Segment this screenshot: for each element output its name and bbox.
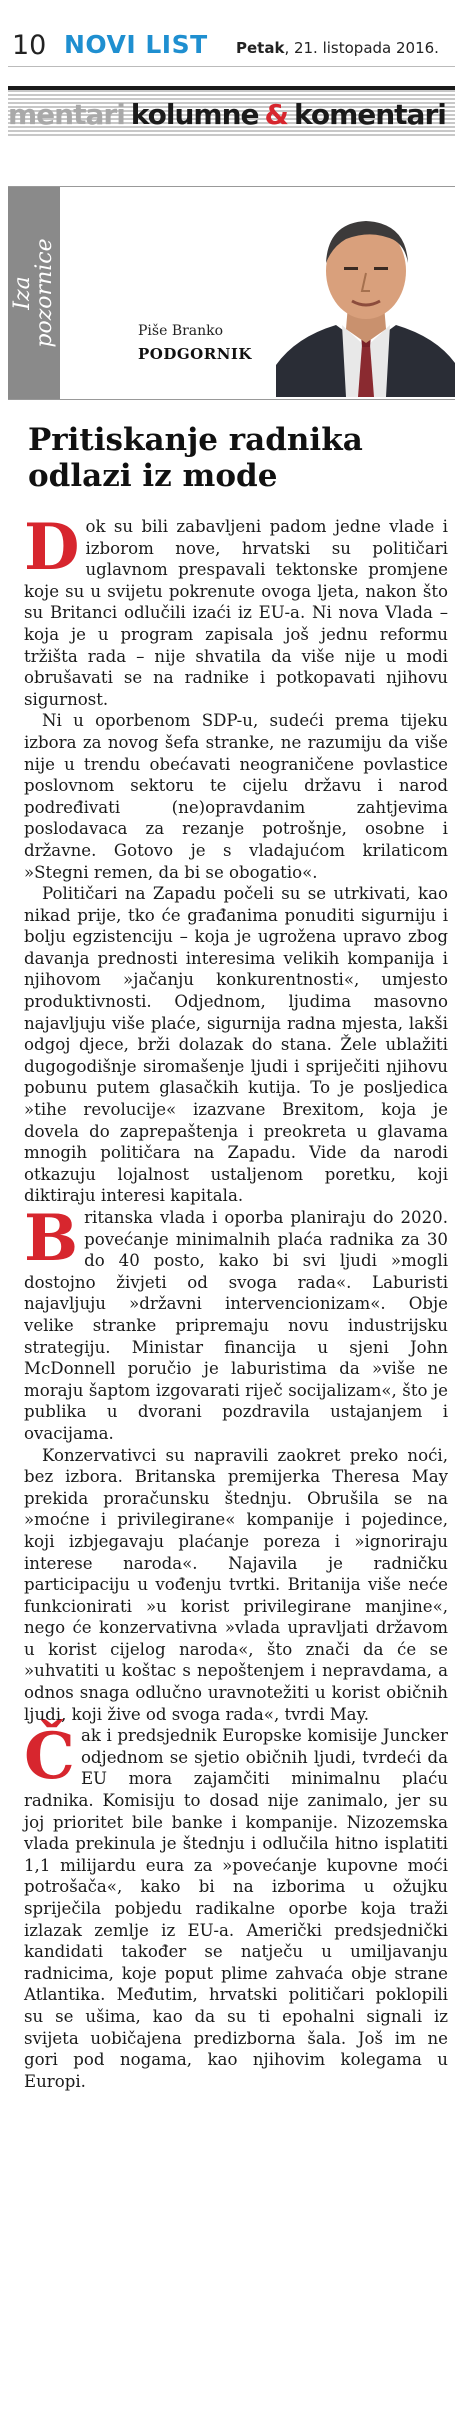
author-surname: PODGORNIK <box>138 345 252 363</box>
column-name-tab <box>8 187 60 399</box>
section-fragment: mentari <box>8 98 125 131</box>
section-kolumne: kolumne <box>130 98 259 131</box>
article-paragraph <box>24 510 448 710</box>
byline: Piše Branko <box>138 323 224 339</box>
issue-date <box>236 39 439 57</box>
drop-cap: Č <box>24 1719 75 1795</box>
article-title: Pritiskanje radnika odlazi iz mode <box>28 422 363 494</box>
paragraph-text: ok su bili zabavljeni padom jedne vlade i izborom nove, hrvatski su političari uglavnom prespavali tektonske promjene koje su u svijetu pokrenute ovoga ljeta, nakon što su Britanci odlučili izaći iz EU-a. Ni nova Vlada – koja je u program zapisala još jednu reformu tržišta rada – nije shvatila da više nije u modi obrušavati se na radnike i potkopavati njihovu sigurnost. <box>24 517 448 709</box>
paragraph-text: ritanska vlada i oporba planiraju do 2020. povećanje minimalnih plaća radnika za 30 do 40 posto, kako bi svi ljudi »mogli dostojno živjeti od svoga rada«. Laburisti najavljuju »državni intervencionizam«. Obje velike stranke pripremaju novu industrijsku strategiju. Ministar financija u sjeni John McDonnell poručio je laburistima da »više ne moraju šaptom izgovarati riječ socijalizam«, što je publika u dvorani pozdravila ustajanjem i ovacijama. <box>24 1208 448 1443</box>
article-paragraph <box>24 883 448 1207</box>
paragraph-text: Političari na Zapadu počeli su se utrkivati, kao nikad prije, tko će građanima ponuditi sigurniju i bolju egzistenciju – koja je ugrožena upravo zbog davanja prednosti interesima velikih kompanija i njihovom »jačanju konkurentnosti«, umjesto produktivnosti. Odjednom, ljudima masovno najavljuju više plaće, sigurnija radna mjesta, lakši odgoj djece, brži dolazak do stana. Žele ublažiti dugogodišnje siromašenje ljudi i spriječiti njihovu pobunu putem glasačkih kutija. To je posljedica »tihe revolucije« izazvane Brexitom, koja je dovela do zaprepaštenja i preokreta u glavama mnogih političara na Zapadu. Vide da narodi otkazuju lojalnost ustaljenom poretku, koji diktiraju interesi kapitala. <box>24 884 448 1206</box>
section-komentari: komentari <box>293 98 446 131</box>
article-paragraph <box>24 1445 448 1726</box>
section-ampersand: & <box>264 98 288 131</box>
paragraph-text: Ni u oporbenom SDP-u, sudeći prema tijeku izbora za novog šefa stranke, ne razumiju da više nije u trendu obećavati neograničene povlastice poslovnom sektoru te cijelu državu i narod podređivati (ne)opravdanim zahtjevima poslodavaca za rezanje potrošnje, osobne i državne. Gotovo je s vladajućom krilaticom »Stegni remen, da bi se obogatio«. <box>24 711 448 882</box>
column-name-line1: Iza <box>10 276 35 310</box>
article-paragraph <box>24 1719 448 2092</box>
issue-date-rest: , 21. listopada 2016. <box>284 39 439 57</box>
issue-day: Petak <box>236 39 285 57</box>
page-number: 10 <box>12 30 47 61</box>
newspaper-brand: NOVI LIST <box>64 30 208 59</box>
article-paragraph <box>24 1201 448 1445</box>
paragraph-text: ak i predsjednik Europske komisije Juncker odjednom se sjetio običnih ljudi, tvrdeći da EU mora zajamčiti minimalnu plaću radnika. Komisiju to dosad nije zanimalo, jer su joj prioritet bile banke i kompanije. Nizozemska vlada prekinula je štednju i odlučila hitno isplatiti 1,1 milijardu eura za »povećanje kupovne moći potrošača«, kako bi na izborima u ožujku spriječila pobjedu radikalne oporbe koja traži izlazak zemlje iz EU-a. Američki predsjednički kandidati također se natječu u umiljavanju radnicima, koje poput plime zahvaća obje strane Atlantika. Međutim, hrvatski političari poklopili su se ušima, kao da su ti epohalni signali iz svijeta uobičajena predizborna šala. Još im ne gori pod nogama, kao njihovim kolegama u Europi. <box>24 1726 448 2091</box>
author-box <box>8 186 455 400</box>
article-body <box>24 510 448 2092</box>
paragraph-text: Konzervativci su napravili zaokret preko noći, bez izbora. Britanska premijerka Theresa May prekida proračunsku štednju. Obrušila se na »moćne i privilegirane« kompanije i pojedince, koji izbjegavaju plaćanje poreza i »ignoriraju interese naroda«. Najavila je radničku participaciju u vođenju tvrtki. Britanija više neće funkcionirati »u korist privilegirane manjine«, nego će konzervativna »vlada upravljati državom u korist cijelog naroda«, što znači da će se »uhvatiti u koštac s nepoštenjem i nepravdama, a odnos snaga odlučno uravnotežiti u korist običnih ljudi, koji žive od svoga rada«, tvrdi May. <box>24 1445 448 1724</box>
drop-cap: B <box>24 1201 79 1276</box>
page-header <box>8 26 455 67</box>
section-banner <box>8 86 455 136</box>
drop-cap: D <box>24 510 80 585</box>
author-portrait-icon <box>276 197 455 397</box>
column-name-line2: pozornice <box>32 238 57 348</box>
article-paragraph <box>24 710 448 883</box>
